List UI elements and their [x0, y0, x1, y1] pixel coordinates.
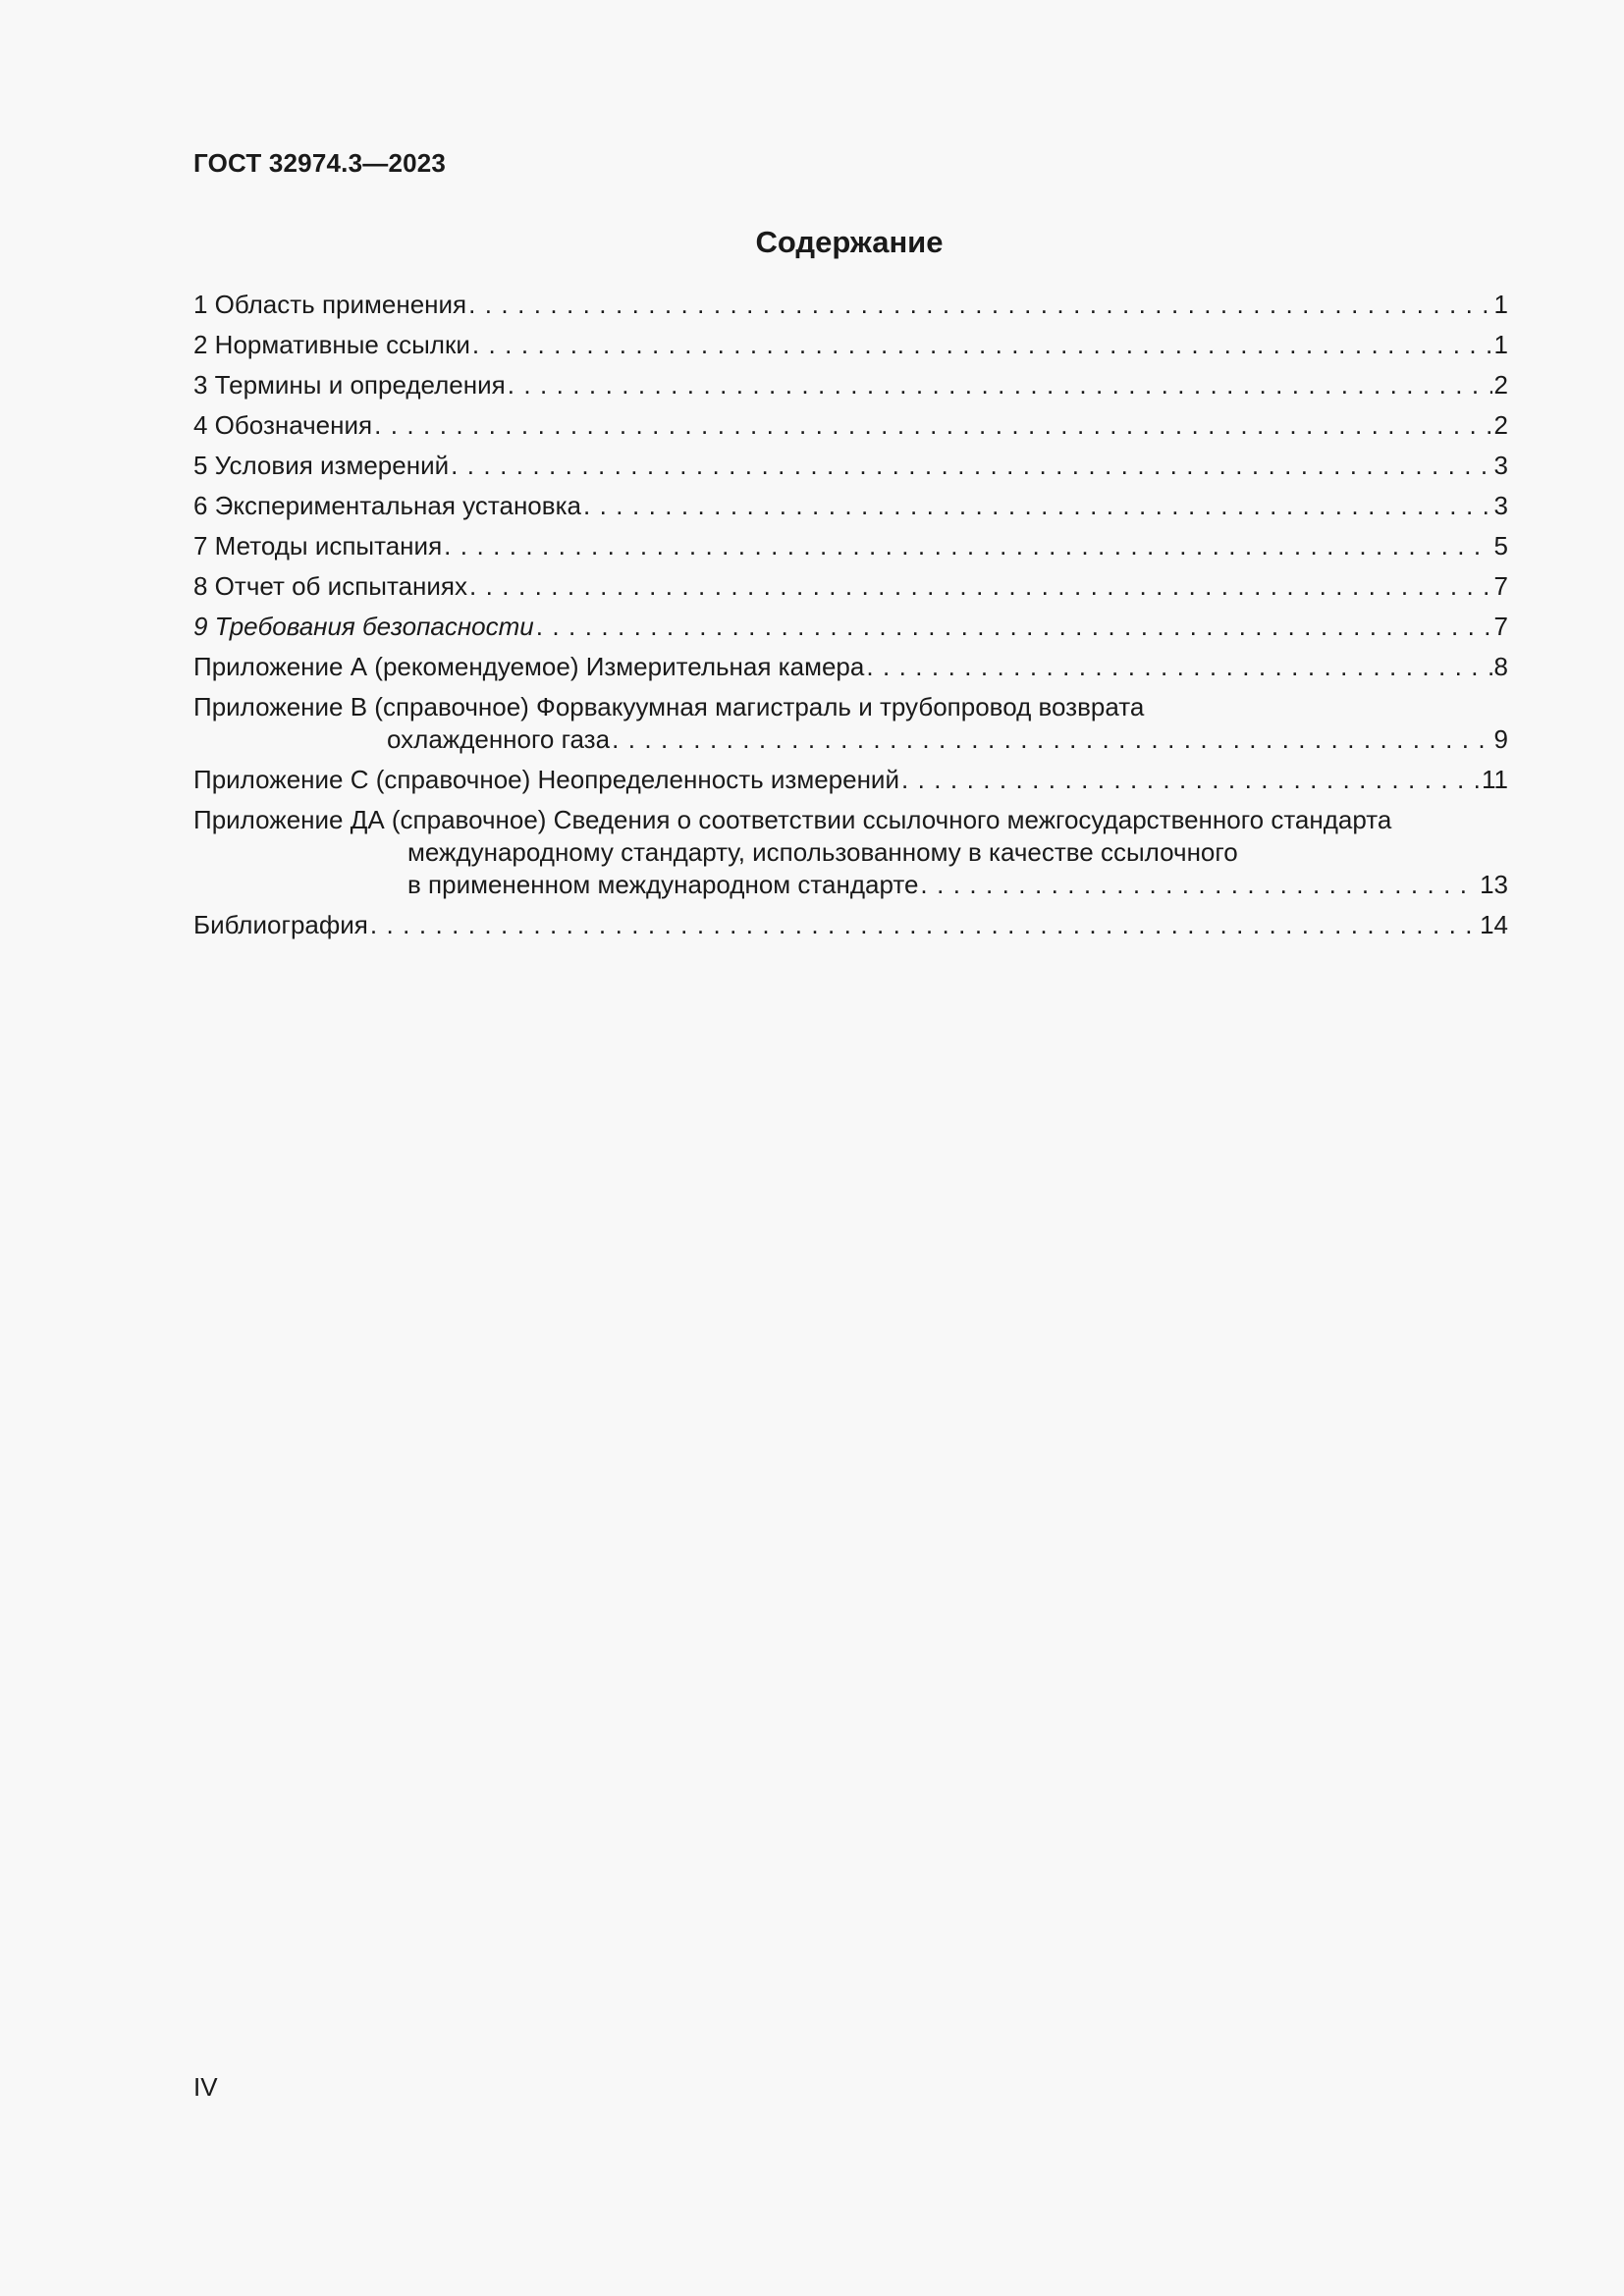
toc-title: Содержание: [755, 225, 944, 259]
toc-entry-label-line3: в примененном международном стандарте: [407, 870, 919, 899]
toc-entry-symbols[interactable]: [193, 405, 1508, 446]
toc-entry-annex-b[interactable]: [193, 687, 1508, 760]
toc-entry-scope[interactable]: [193, 285, 1508, 325]
toc-entry-page: 3: [1493, 451, 1508, 480]
toc-entry-label: 2 Нормативные ссылки: [193, 330, 470, 359]
toc-entry-page: 11: [1482, 765, 1508, 794]
toc-entry-label: Библиография: [193, 910, 368, 939]
leader-dots: [583, 486, 1492, 526]
leader-dots: [370, 905, 1478, 945]
toc-entry-label-line1: Приложение В (справочное) Форвакуумная магистраль и трубопровод возврата: [193, 692, 1145, 721]
toc-entry-label: Приложение А (рекомендуемое) Измерительная камера: [193, 652, 865, 681]
toc-entry-page: 7: [1493, 571, 1508, 601]
toc-entry-label: 7 Методы испытания: [193, 531, 443, 561]
leader-dots: [901, 760, 1480, 800]
toc-entry-page: 7: [1493, 612, 1508, 641]
toc-entry-page: 14: [1480, 910, 1508, 939]
page-number: IV: [193, 2072, 218, 2102]
toc-entry-label-line2: охлажденного газа: [387, 724, 611, 754]
leader-dots: [612, 723, 1491, 756]
toc-entry-test-report[interactable]: [193, 566, 1508, 607]
toc-entry-label: 8 Отчет об испытаниях: [193, 571, 467, 601]
toc-entry-measurement-conditions[interactable]: [193, 446, 1508, 486]
toc-entry-annex-c[interactable]: [193, 760, 1508, 800]
toc-entry-label: 6 Экспериментальная установка: [193, 491, 581, 520]
leader-dots: [468, 285, 1491, 325]
toc-entry-page: 3: [1493, 491, 1508, 520]
toc-entry-terms[interactable]: [193, 365, 1508, 405]
toc-entry-test-methods[interactable]: [193, 526, 1508, 566]
leader-dots: [444, 526, 1491, 566]
toc-entry-page: 1: [1493, 330, 1508, 359]
toc-entry-page: 13: [1480, 870, 1508, 899]
toc-entry-safety-requirements[interactable]: [193, 607, 1508, 647]
leader-dots: [374, 405, 1491, 446]
leader-dots: [536, 607, 1492, 647]
toc-entry-label-line1: Приложение ДА (справочное) Сведения о соответствии ссылочного межгосударственного стандарта: [193, 805, 1392, 834]
toc-entry-annex-a[interactable]: [193, 647, 1508, 687]
toc-entry-page: 2: [1493, 370, 1508, 400]
leader-dots: [866, 647, 1491, 687]
toc-entry-label: 4 Обозначения: [193, 410, 373, 440]
toc-entry-label: Приложение С (справочное) Неопределенность измерений: [193, 765, 899, 794]
toc-entry-annex-da[interactable]: [193, 800, 1508, 905]
table-of-contents: [193, 285, 1508, 945]
toc-entry-bibliography[interactable]: [193, 905, 1508, 945]
toc-entry-experimental-setup[interactable]: [193, 486, 1508, 526]
leader-dots: [469, 566, 1492, 607]
toc-entry-label: 1 Область применения: [193, 290, 467, 319]
document-code: ГОСТ 32974.3—2023: [193, 148, 447, 178]
leader-dots: [451, 446, 1491, 486]
leader-dots: [472, 325, 1492, 365]
leader-dots: [920, 869, 1478, 901]
toc-entry-label-line2: международному стандарту, использованному в качестве ссылочного: [407, 837, 1238, 867]
toc-entry-page: 8: [1493, 652, 1508, 681]
toc-entry-page: 9: [1493, 724, 1508, 754]
toc-entry-label: 5 Условия измерений: [193, 451, 450, 480]
toc-entry-label: 9 Требования безопасности: [193, 612, 534, 641]
toc-entry-page: 5: [1493, 531, 1508, 561]
toc-entry-page: 2: [1493, 410, 1508, 440]
leader-dots: [508, 365, 1492, 405]
toc-entry-label: 3 Термины и определения: [193, 370, 506, 400]
toc-entry-page: 1: [1493, 290, 1508, 319]
toc-entry-normative-references[interactable]: [193, 325, 1508, 365]
